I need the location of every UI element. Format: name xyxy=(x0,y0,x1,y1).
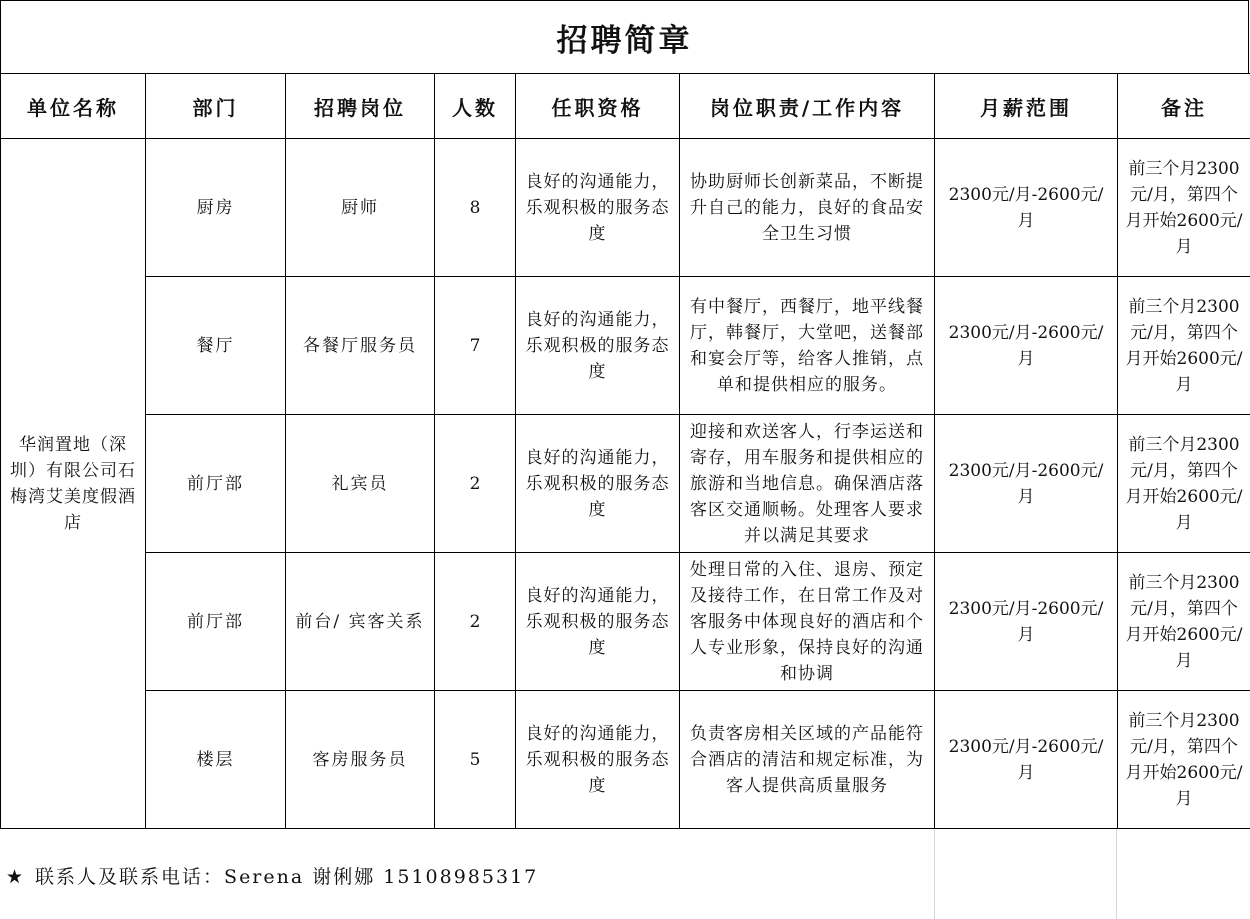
gridline xyxy=(934,829,935,919)
position-cell: 厨师 xyxy=(286,139,435,277)
table-row xyxy=(1,553,1250,691)
contact-text: 联系人及联系电话：Serena 谢俐娜 15108985317 xyxy=(35,866,539,888)
table-row xyxy=(1,415,1250,553)
header-count: 人数 xyxy=(435,74,516,139)
qualification-cell: 良好的沟通能力，乐观积极的服务态度 xyxy=(516,415,680,553)
qualification-cell: 良好的沟通能力，乐观积极的服务态度 xyxy=(516,691,680,829)
footer xyxy=(0,829,1250,919)
department-cell: 前厅部 xyxy=(146,553,286,691)
qualification-cell: 良好的沟通能力，乐观积极的服务态度 xyxy=(516,139,680,277)
headcount-cell: 8 xyxy=(435,139,516,277)
page-title: 招聘简章 xyxy=(556,22,693,59)
header-salary: 月薪范围 xyxy=(935,74,1118,139)
position-cell: 前台/ 宾客关系 xyxy=(286,553,435,691)
department-cell: 前厅部 xyxy=(146,415,286,553)
position-cell: 客房服务员 xyxy=(286,691,435,829)
duties-cell: 负责客房相关区域的产品能符合酒店的清洁和规定标准，为客人提供高质量服务 xyxy=(680,691,935,829)
duties-cell: 有中餐厅，西餐厅，地平线餐厅，韩餐厅，大堂吧，送餐部和宴会厅等，给客人推销，点单和提供相应的服务。 xyxy=(680,277,935,415)
salary-cell: 2300元/月-2600元/月 xyxy=(935,553,1118,691)
salary-cell: 2300元/月-2600元/月 xyxy=(935,139,1118,277)
remark-cell: 前三个月2300元/月，第四个月开始2600元/月 xyxy=(1118,553,1250,691)
table-row xyxy=(1,277,1250,415)
duties-cell: 迎接和欢送客人，行李运送和寄存，用车服务和提供相应的旅游和当地信息。确保酒店落客区交通顺畅。处理客人要求并以满足其要求 xyxy=(680,415,935,553)
position-cell: 礼宾员 xyxy=(286,415,435,553)
gridline xyxy=(1116,829,1117,919)
header-row xyxy=(1,74,1250,139)
remark-cell: 前三个月2300元/月，第四个月开始2600元/月 xyxy=(1118,415,1250,553)
department-cell: 厨房 xyxy=(146,139,286,277)
headcount-cell: 2 xyxy=(435,553,516,691)
remark-cell: 前三个月2300元/月，第四个月开始2600元/月 xyxy=(1118,277,1250,415)
header-remark: 备注 xyxy=(1118,74,1250,139)
headcount-cell: 2 xyxy=(435,415,516,553)
table-row xyxy=(1,691,1250,829)
header-company: 单位名称 xyxy=(1,74,146,139)
contact-line xyxy=(6,862,538,889)
star-icon: ★ xyxy=(6,866,26,888)
remark-cell: 前三个月2300元/月，第四个月开始2600元/月 xyxy=(1118,691,1250,829)
title-cell xyxy=(0,0,1249,73)
duties-cell: 协助厨师长创新菜品，不断提升自己的能力，良好的食品安全卫生习惯 xyxy=(680,139,935,277)
remark-cell: 前三个月2300元/月，第四个月开始2600元/月 xyxy=(1118,139,1250,277)
recruitment-table xyxy=(0,73,1250,829)
salary-cell: 2300元/月-2600元/月 xyxy=(935,691,1118,829)
qualification-cell: 良好的沟通能力，乐观积极的服务态度 xyxy=(516,553,680,691)
duties-cell: 处理日常的入住、退房、预定及接待工作，在日常工作及对客服务中体现良好的酒店和个人专业形象，保持良好的沟通和协调 xyxy=(680,553,935,691)
header-department: 部门 xyxy=(146,74,286,139)
department-cell: 楼层 xyxy=(146,691,286,829)
header-qualification: 任职资格 xyxy=(516,74,680,139)
headcount-cell: 7 xyxy=(435,277,516,415)
company-name-cell: 华润置地（深圳）有限公司石梅湾艾美度假酒店 xyxy=(1,139,146,829)
header-position: 招聘岗位 xyxy=(286,74,435,139)
salary-cell: 2300元/月-2600元/月 xyxy=(935,415,1118,553)
headcount-cell: 5 xyxy=(435,691,516,829)
table-row xyxy=(1,139,1250,277)
salary-cell: 2300元/月-2600元/月 xyxy=(935,277,1118,415)
position-cell: 各餐厅服务员 xyxy=(286,277,435,415)
header-duties: 岗位职责/工作内容 xyxy=(680,74,935,139)
department-cell: 餐厅 xyxy=(146,277,286,415)
qualification-cell: 良好的沟通能力，乐观积极的服务态度 xyxy=(516,277,680,415)
